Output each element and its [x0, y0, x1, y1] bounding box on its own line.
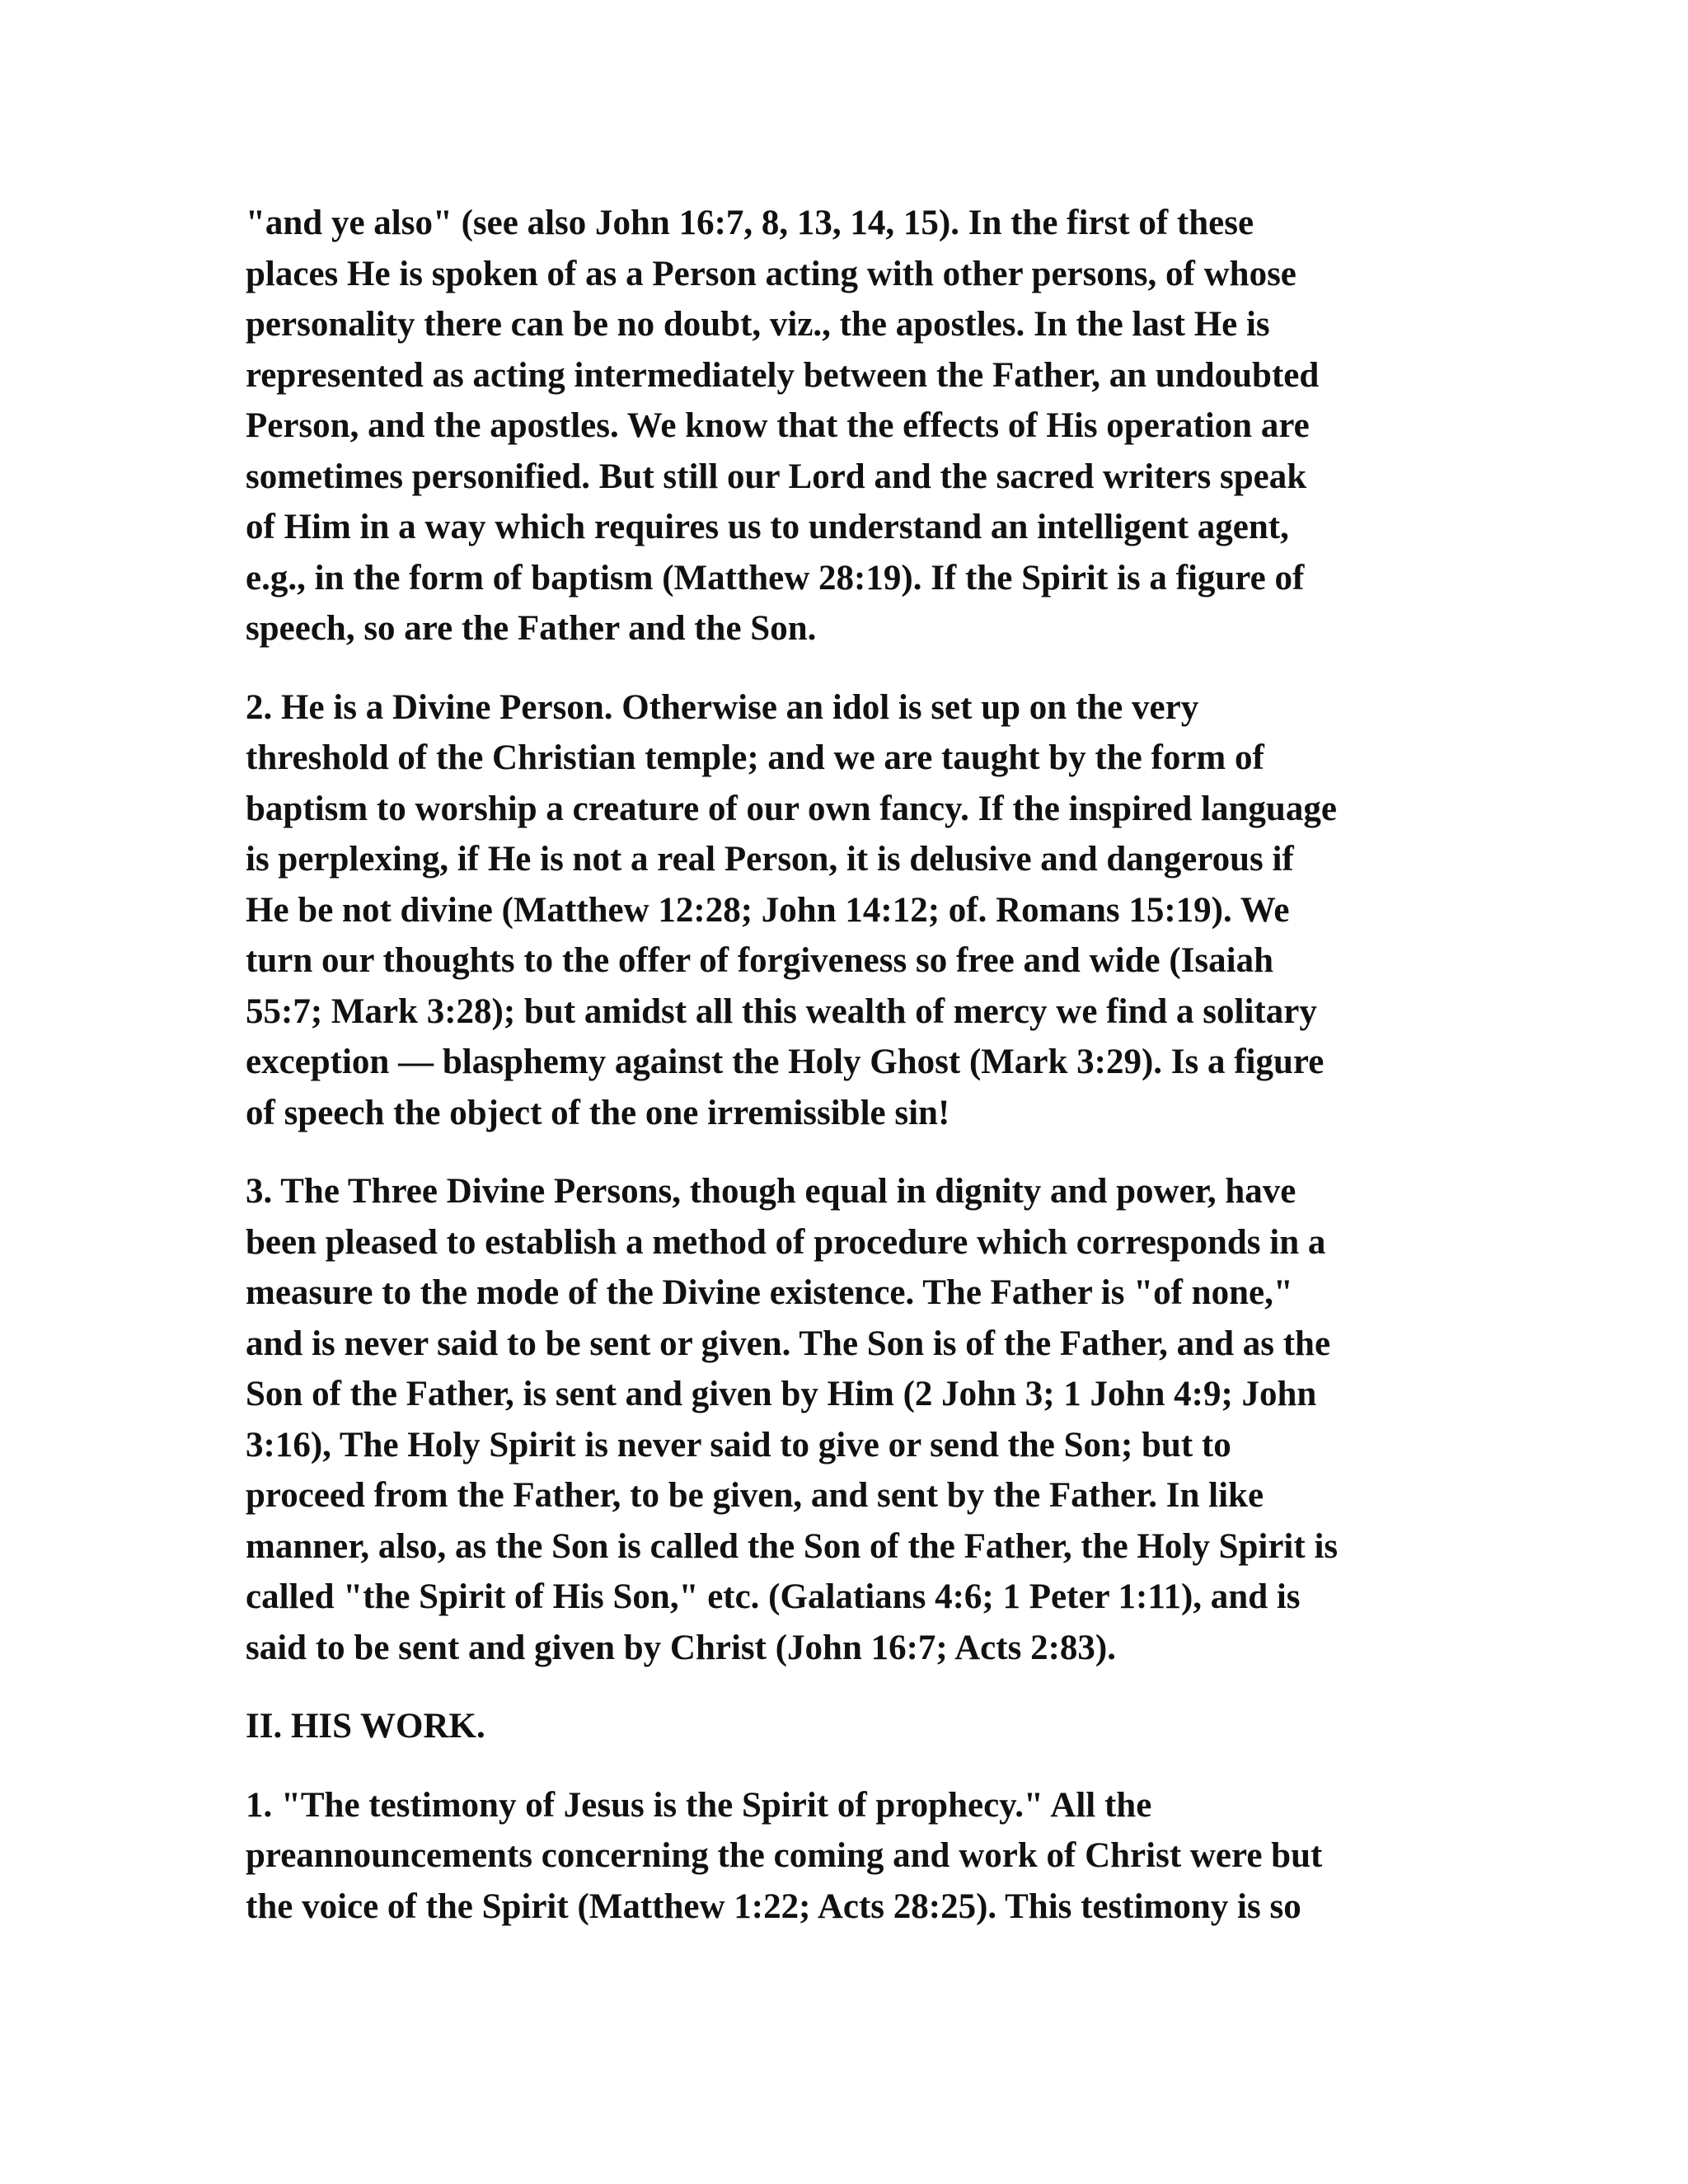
text-line: exception — blasphemy against the Holy Ghost (Mark 3:29). Is a figure [246, 1043, 1325, 1081]
text-line: and is never said to be sent or given. The Son is of the Father, and as the [246, 1324, 1331, 1363]
paragraph-continuation [246, 198, 1432, 654]
text-line: is perplexing, if He is not a real Person, it is delusive and dangerous if [246, 840, 1294, 879]
text-line: proceed from the Father, to be given, and sent by the Father. In like [246, 1476, 1264, 1515]
text-line: threshold of the Christian temple; and we are taught by the form of [246, 738, 1264, 777]
text-line: He be not divine (Matthew 12:28; John 14:12; of. Romans 15:19). We [246, 890, 1290, 930]
text-line: said to be sent and given by Christ (John 16:7; Acts 2:83). [246, 1628, 1116, 1667]
text-line: Son of the Father, is sent and given by Him (2 John 3; 1 John 4:9; John [246, 1375, 1317, 1413]
text-line: 55:7; Mark 3:28); but amidst all this wealth of mercy we find a solitary [246, 991, 1317, 1031]
text-line: 1. "The testimony of Jesus is the Spirit of prophecy." All the [246, 1785, 1152, 1825]
text-line: e.g., in the form of baptism (Matthew 28:19). If the Spirit is a figure of [246, 558, 1305, 598]
text-line: the voice of the Spirit (Matthew 1:22; Acts 28:25). This testimony is so [246, 1886, 1301, 1926]
text-line: manner, also, as the Son is called the Son of the Father, the Holy Spirit is [246, 1526, 1339, 1566]
text-line: places He is spoken of as a Person acting with other persons, of whose [246, 254, 1296, 293]
section-heading: II. HIS WORK. [246, 1707, 485, 1746]
text-line: of speech the object of the one irremissible sin! [246, 1093, 950, 1132]
paragraph-three-persons [246, 1166, 1432, 1673]
text-line: speech, so are the Father and the Son. [246, 609, 817, 648]
text-line: called "the Spirit of His Son," etc. (Galatians 4:6; 1 Peter 1:11), and is [246, 1577, 1301, 1616]
text-line: 3:16), The Holy Spirit is never said to give or send the Son; but to [246, 1425, 1231, 1465]
text-line: preannouncements concerning the coming and work of Christ were but [246, 1836, 1323, 1875]
text-line: measure to the mode of the Divine existence. The Father is "of none," [246, 1273, 1293, 1312]
text-line: sometimes personified. But still our Lord and the sacred writers speak [246, 457, 1307, 496]
paragraph-divine-person [246, 682, 1432, 1139]
text-line: Person, and the apostles. We know that the effects of His operation are [246, 406, 1310, 445]
text-line: of Him in a way which requires us to understand an intelligent agent, [246, 508, 1289, 546]
text-line: "and ye also" (see also John 16:7, 8, 13, 14, 15). In the first of these [246, 204, 1254, 242]
text-line: been pleased to establish a method of procedure which corresponds in a [246, 1222, 1326, 1262]
text-line: 3. The Three Divine Persons, though equal in dignity and power, have [246, 1172, 1296, 1211]
text-line: 2. He is a Divine Person. Otherwise an idol is set up on the very [246, 687, 1199, 727]
text-line: personality there can be no doubt, viz., the apostles. In the last He is [246, 305, 1270, 344]
body-text [246, 198, 1432, 1960]
text-line: baptism to worship a creature of our own fancy. If the inspired language [246, 789, 1337, 828]
text-line: turn our thoughts to the offer of forgiveness so free and wide (Isaiah [246, 941, 1273, 980]
text-line: represented as acting intermediately between the Father, an undoubted [246, 355, 1320, 395]
paragraph-testimony [246, 1780, 1432, 1933]
